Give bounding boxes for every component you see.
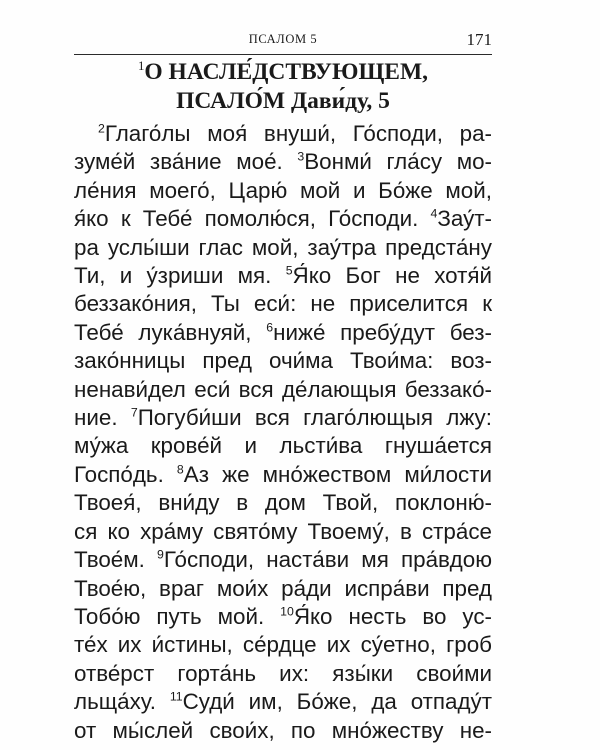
line-text: Го́споди, наста́ви мя пра́вдою (163, 547, 492, 573)
text-line: ненави́дел еси́ вся де́лающыя беззако́- (74, 376, 492, 402)
text-line (74, 120, 492, 148)
verse-number: 9 (157, 547, 164, 562)
line-text: льща́ху. (74, 689, 170, 715)
text-line: ра услы́ши глас мой, зау́тра предста́ну (74, 234, 492, 260)
verse-number: 6 (266, 320, 274, 335)
heading-text-1: О НАСЛЕ́ДСТВУЮЩЕМ, (144, 59, 429, 85)
text-line (74, 603, 492, 631)
text-line: Твоея́, вни́ду в дом Твой, поклоню́- (74, 490, 492, 516)
verse-number: 1 (137, 58, 145, 74)
text-line (74, 461, 492, 489)
heading-line-1 (74, 58, 492, 87)
line-text: ниже́ пребу́дут без- (273, 319, 492, 345)
line-text: Я́ко Бог не хотя́й (292, 263, 492, 289)
heading-line-2: ПСАЛО́М Дави́ду, 5 (176, 88, 390, 114)
text-line (74, 148, 492, 176)
text-line: те́х их и́стины, се́рдце их су́етно, гроб (74, 632, 492, 658)
line-text: Госпо́дь. (74, 461, 177, 487)
verse-number: 8 (176, 462, 184, 477)
running-head (74, 30, 492, 55)
text-line: ле́ния моего́, Царю́ мой и Бо́же мой, (74, 177, 492, 203)
verse-number: 5 (285, 263, 293, 278)
text-line: му́жа крове́й и льсти́ва гнуша́ется (74, 433, 492, 459)
line-text: я́ко к Тебе́ помолю́ся, Го́споди. (74, 206, 431, 232)
verse-number: 4 (430, 206, 438, 221)
psalm-text (74, 120, 492, 745)
text-line (74, 205, 492, 233)
line-text: Суди́ им, Бо́же, да отпаду́т (182, 689, 492, 715)
verse-number: 11 (169, 689, 183, 704)
line-text: ние. (74, 405, 131, 431)
verse-number: 2 (98, 121, 105, 136)
line-text: Вонми́ гла́су мо- (304, 149, 493, 175)
verse-number: 7 (130, 405, 138, 420)
line-text: Тобо́ю путь мой. (74, 603, 281, 629)
text-line: Твое́ю, враг мои́х ра́ди испра́ви пред (74, 575, 492, 601)
line-text: Погуби́ши вся глаго́лющыя лжу: (137, 405, 492, 431)
text-line: беззако́ния, Ты еси́: не приселится к (74, 291, 492, 317)
text-line (74, 546, 492, 574)
running-title: ПСАЛОМ 5 (248, 32, 318, 46)
line-text: Тебе́ лука́внуяй, (74, 319, 267, 345)
line-text: Зау́т- (437, 206, 492, 232)
line-text: Я́ко несть во ус- (293, 603, 492, 629)
text-line (74, 319, 492, 347)
text-line: отве́рст горта́нь их: язы́ки свои́ми (74, 660, 492, 686)
line-text: Ти, и у́зриши мя. (74, 263, 286, 289)
text-line (74, 688, 492, 716)
text-line (74, 404, 492, 432)
text-line: от мы́слей свои́х, по мно́жеству не- (74, 717, 492, 743)
line-text: Глаго́лы моя́ внуши́, Го́споди, ра- (104, 121, 492, 146)
verse-number: 10 (280, 604, 294, 619)
line-text: зуме́й зва́ние мое́. (74, 149, 298, 175)
page-number: 171 (466, 30, 492, 49)
text-line (74, 262, 492, 290)
text-line: зако́нницы пред очи́ма Твои́ма: воз- (74, 348, 492, 374)
text-line: ся ко хра́му свято́му Твоему́, в стра́се (74, 518, 492, 544)
psalm-heading (74, 58, 492, 116)
verse-number: 3 (297, 149, 305, 164)
line-text: Твое́м. (74, 547, 158, 573)
line-text: Аз же мно́жеством ми́лости (183, 461, 492, 487)
